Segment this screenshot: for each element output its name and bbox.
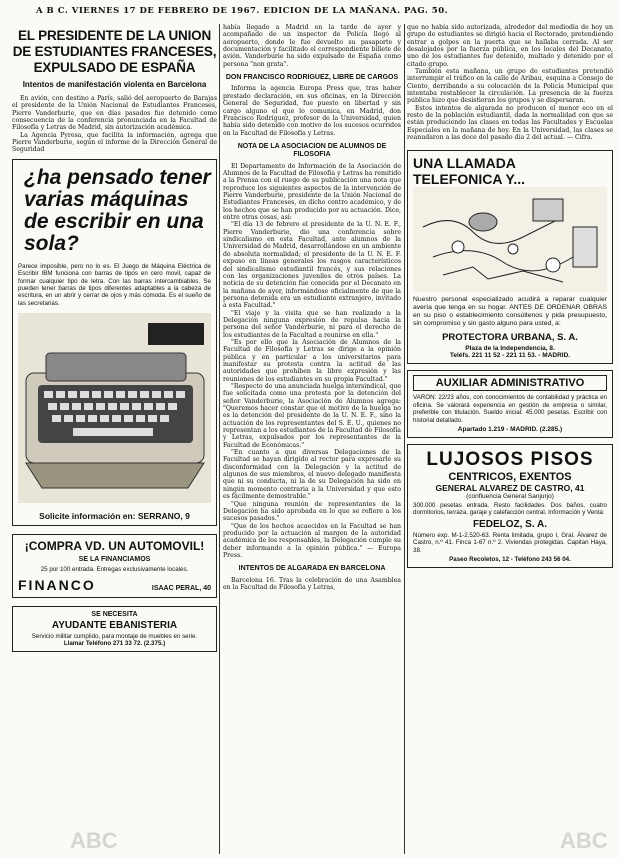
article1-body: [12, 95, 217, 154]
auto-ad-headline: ¡COMPRA VD. UN AUTOMOVIL!: [24, 539, 205, 554]
article4-continued: [407, 24, 613, 142]
auxiliar-ad: [407, 370, 613, 438]
auto-ad-address: ISAAC PERAL, 40: [151, 584, 211, 592]
auto-ad-sub: SE LA FINANCIAMOS: [78, 556, 151, 564]
paragraph: "Es por ello que la Asociación de Alumnos de la Facultad de Filosofía y Letras se dirige a la opinión pública y en particular a los universitarios para manifestar su protesta contra la actitud de las autoridades que prohíben la libre expresión y las reuniones de los estudiantes en su propia Facultad.": [223, 338, 401, 383]
typewriter-ad-body: Parece imposible, pero no lo es. El Juego de Máquina Eléctrica de Escribir IBM funciona con barras de tipos en cero movil, capaz de formar cualquier tipo de letra. Con las barras intercambiables. Se pueden tener barras de tipos diferentes adaptables a la cabeza de escritura, en un abrir y cerrar de ojos y más cómoda. Es el sueño de las secretarias.: [18, 262, 211, 307]
article1-headline: EL PRESIDENTE DE LA UNION DE ESTUDIANTES FRANCESES, EXPULSADO DE ESPAÑA: [12, 28, 217, 75]
pisos-ad-headline: LUJOSOS PISOS: [426, 448, 594, 470]
pisos-ad-body: 300.000 pesetas entrada. Resto facilidades. Dos baños, cuatro dormitorios, terraza, garaje y calefacción central. Información y Venta:: [413, 501, 607, 517]
ebanista-ad-label: SE NECESITA: [91, 610, 138, 618]
pisos-ad-sub1: CENTRICOS, EXENTOS: [448, 470, 572, 483]
column-1: [12, 24, 217, 652]
ebanista-ad-body: Servicio militar cumplido, para montaje de muebles en serie.: [31, 632, 198, 640]
article2-body: [223, 85, 401, 136]
article3-headline: NOTA DE LA ASOCIACION DE ALUMNOS DE FILOSOFIA: [237, 142, 387, 159]
paragraph: que no había sido autorizada, alrededor del mediodía de hoy un grupo de estudiantes se dirigió hacia el Rectorado, pretendiendo entrar a golpes en la puerta que se hallaba cerrada. Al ser desalojados por la fuerza pública, en los locales del Decanato, uno de los estudiantes fue detenido, multado y detenido por el citado grupo.: [407, 24, 613, 68]
article3-body: [223, 163, 401, 560]
column-rule: [219, 24, 220, 854]
pisos-ad: [407, 444, 613, 568]
paragraph: "El día 13 de febrero el presidente de la U. N. E. F., Pierre Vanderburie, dio una conferencia sobre sindicalismo en esta Facultad, ante alumnos de la Universidad de Madrid, desarrollándose en un ambiente de absoluta normalidad; el presidente de la U. N. E. F. expuso en líneas generales los rasgos característicos del sindicalismo estudiantil francés, y sus relaciones con las organizaciones juveniles de otros países. La noticia de su detención fue conocida por el Decanato en la mañana de ayer, informándose oficialmente de que la persona detenida era un estudiante extranjero, invitado a esta Facultad.": [223, 221, 401, 310]
paragraph: "Que ninguna reunión de representantes de la Delegación ha sido aprobada en lo que se refiere a los sucesos pasados.": [223, 500, 401, 523]
typewriter-ad-headline: ¿ha pensado tener varias máquinas de escribir en una sola?: [24, 165, 211, 255]
paragraph: "Que de los hechos acaecidos en la Facultad se han producido por la actuación al margen de la autoridad académica de los responsables, la Delegación cumple su deber informando a la opinión pública." — Europa Press.: [223, 522, 401, 559]
phone-ad-address: Plaza de la Independencia, 8.: [465, 345, 555, 353]
paragraph: "El viaje y la visita que se han realizado a la Delegación ninguna expresión de repulsa hacia la persona del señor Vanderburie, ni para el derecho de los estudiantes de la Facultad a reunirse en ella.": [223, 309, 401, 339]
paragraph: Barcelona 16. Tras la celebración de una Asamblea en la Facultad de Filosofía y Letras,: [223, 576, 401, 591]
paragraph: La Agencia Pyresa, que facilita la información, agrega que Pierre Vanderburie, según el informe de la Dirección General de Seguridad: [12, 131, 217, 154]
auto-ad-body: 25 por 100 entrada. Entregas exclusivamente locales.: [40, 566, 189, 574]
paragraph: "Respecto de una anunciada huelga intersindical, que fue solicitada como una protesta por la detención del señor Vanderburie, la Asociación de Alumnos agrega: "Queremos hacer constar que el motivo de la huelga no es la detención del presidente de la U. N. E. F., sino la actuación de los representantes del S. E. U., quienes no representan a los estudiantes de la Facultad de Filosofía y Letras, expulsados por los representantes de la Facultad de Económicas.": [223, 383, 401, 449]
column-rule: [404, 24, 405, 854]
pisos-ad-sub3: (confluencia General Sanjurjo): [466, 492, 554, 500]
ebanista-ad: [12, 606, 217, 653]
auto-ad: [12, 534, 217, 597]
phone-ad-illustration: [413, 187, 607, 292]
abc-watermark: ABC: [70, 828, 118, 853]
typewriter-ad: [12, 159, 217, 526]
pisos-ad-details: Número exp. M-1-2.520-63. Renta limitada, grupo I, Gral. Álvarez de Castro, n.º 41. Finca 1-67 n.º 2. Viviendas protegidas. Capitan Haya, 38.: [413, 531, 607, 554]
typewriter-illustration: [18, 313, 211, 503]
article4-headline: INTENTOS DE ALGARADA EN BARCELONA: [238, 565, 386, 573]
pisos-ad-footer: Paseo Recoletos, 12 - Teléfono 243 56 04.: [449, 555, 571, 563]
auto-ad-brand: FINANCO: [18, 576, 96, 593]
paragraph: había llegado a Madrid en la tarde de ayer y acompañado de un inspector de Policía llegó al aeropuerto, donde le fue devuelto su pasaporte y documentación y facilitado el correspondiente billete de avión. Vanderburie ha sido expulsado de España como persona "non grata".: [223, 24, 401, 68]
pisos-ad-company: FEDELOZ, S. A.: [472, 518, 548, 530]
auxiliar-ad-headline: AUXILIAR ADMINISTRATIVO: [413, 375, 607, 391]
column-2: [223, 24, 401, 591]
paragraph: Informa la agencia Europa Press que, tras haber prestado declaración, en sus oficinas, en la Dirección General de Seguridad, fue puesto en libertad y sin cargo alguno el que lo comunica, en Madrid, don Francisco Rodríguez, profesor de la Universidad, quien había sido detenido con motivo de los sucesos ocurridos en la Facultad de Filosofía y Letras.: [223, 85, 401, 137]
paragraph: En avión, con destino a París, salió del aeropuerto de Barajas el presidente de la Unión Nacional de Estudiantes Franceses, Pierre Vanderburie, que en días pasados fue detenido como consecuencia de la conferencia pronunciada en la Facultad de Filosofía y Letras de Madrid, sin autorización académica.: [12, 95, 217, 132]
abc-watermark: ABC: [560, 828, 608, 853]
ebanista-ad-headline: AYUDANTE EBANISTERIA: [51, 619, 178, 631]
article4-body: [223, 577, 401, 592]
phone-ad-phones: Teléfs. 221 11 52 - 221 11 53. - MADRID.: [449, 352, 571, 360]
typewriter-ad-footer: Solicite información en: SERRANO, 9: [39, 511, 190, 522]
article2-headline: DON FRANCISCO RODRIGUEZ, LIBRE DE CARGOS: [225, 74, 399, 82]
phone-ad-headline: UNA LLAMADA TELEFONICA Y...: [413, 154, 526, 187]
paragraph: También esta mañana, un grupo de estudiantes pretendió interrumpir el tráfico en la calle de Aribau, esquina a Consejo de Ciento, derribando a su colocación de la Policía Municipal que intentaba restablecer la circulación. La presencia de la fuerza pública hizo que desistieran los grupos y se dispersaran.: [407, 68, 613, 105]
pisos-ad-sub2: GENERAL ALVAREZ DE CASTRO, 41: [435, 482, 585, 493]
paragraph: "En cuanto a que diversas Delegaciones de la Facultad se hayan dirigido al rector para expresarle su disconformidad con la Delegación y la actitud de algunos de sus miembros, el nuevo delegado manifiesta que ni su conducta, ni la de su Delegación ha sido en ningún momento contraria a la Universidad y que esto es fácilmente demostrable.": [223, 449, 401, 501]
ebanista-ad-contact: Llamar Teléfono 271 33 72. (2.375.): [63, 640, 166, 647]
phone-ad-body: Nuestro personal especializado acudirá a reparar cualquier avería que tenga en su hogar. ANTES DE ORDENAR OBRAS en su piso o establecimiento consúltenos y pida presupuesto, sin compromiso y sin gasto alguno para usted, a:: [413, 295, 607, 328]
paragraph: El Departamento de Información de la Asociación de Alumnos de la Facultad de Filosofía y Letras ha remitido a la Prensa con el ruego de su publicación una nota que reproduce los siguientes aspectos de la intervención de Pierre Vanderburie, presidente de la Unión Nacional de Estudiantes Franceses, en dicho centro académico, y de los hechos que se han producido por su actuación. Dice, entre otras cosas, así:: [223, 162, 401, 222]
phone-ad-company: PROTECTORA URBANA, S. A.: [442, 332, 578, 344]
article1-continued: [223, 24, 401, 68]
page-header: A B C. VIERNES 17 DE FEBRERO DE 1967. EDICION DE LA MAÑANA. PAG. 50.: [36, 6, 449, 16]
paragraph: Estos intentos de algarada no producen el menor eco en el resto de la población estudiantil, dada la normalidad con que se están produciendo las clases en todas las Facultades y Escuelas Especiales en la mañana de hoy. En la Universidad, las clases se reanudaron a las doce del pasado día 2 del actual. — Cifra.: [407, 104, 613, 142]
auxiliar-ad-contact: Apartado 1.219 - MADRID. (2.285.): [457, 425, 563, 433]
phone-ad: [407, 150, 613, 365]
column-3: [407, 24, 613, 568]
article1-subhead: Intentos de manifestación violenta en Barcelona: [22, 80, 207, 89]
auxiliar-ad-body: VARON: 22/23 años, con conocimientos de contabilidad y práctica en oficina. Se valorará experiencia en gestión de empresa o similar, preferible con titulación. Sueldo inicial: 45.000 pesetas. Escribir con historial detallado.: [413, 394, 607, 424]
